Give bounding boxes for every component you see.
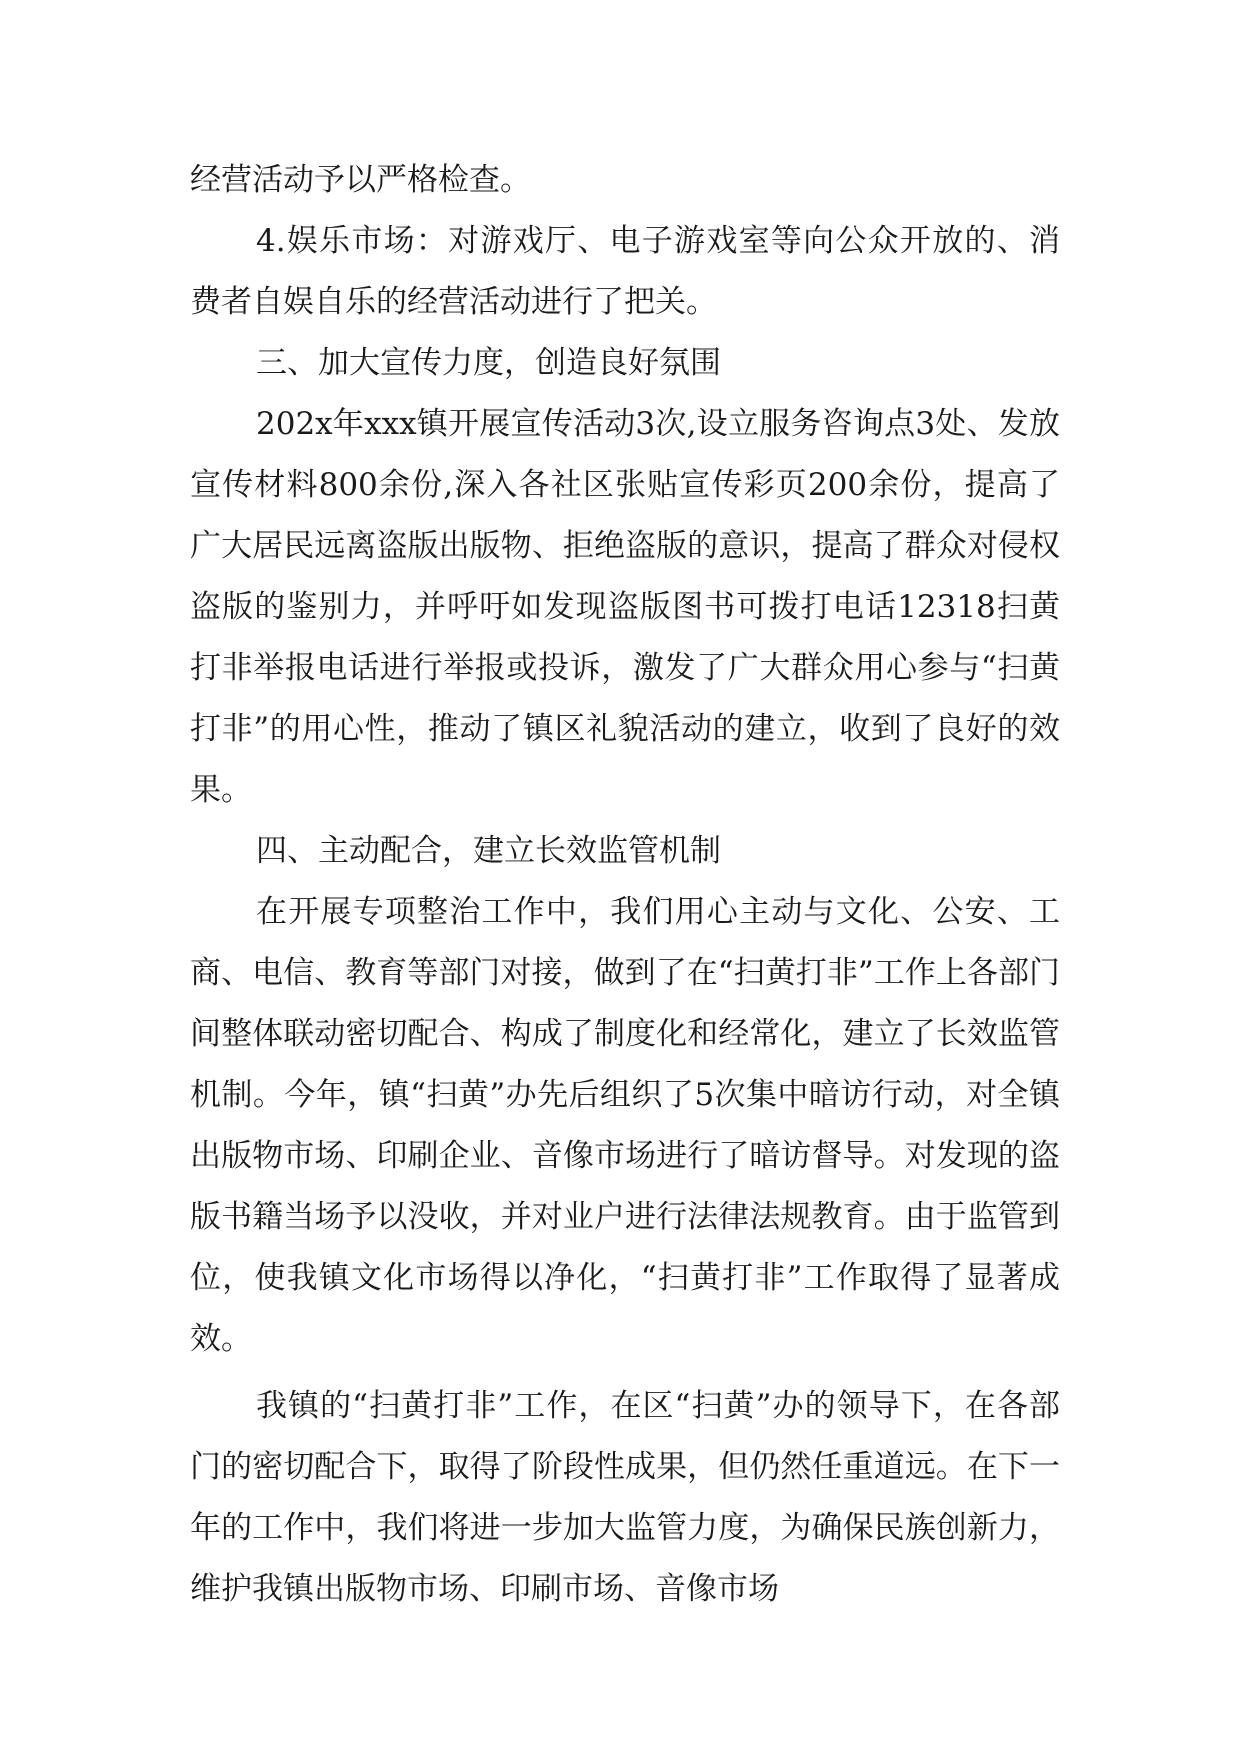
section-heading-three: 三、加大宣传力度，创造良好氛围 (256, 345, 721, 381)
paragraph-entertainment-market: 4.娱乐市场：对游戏厅、电子游戏室等向公众开放的、消费者自娱自乐的经营活动进行了把关。 (190, 223, 1060, 320)
paragraph-summary: 我镇的“扫黄打非”工作，在区“扫黄”办的领导下，在各部门的密切配合下，取得了阶段性成果，但仍然任重道远。在下一年的工作中，我们将进一步加大监管力度，为确保民族创新力，维护我镇出版物市场、印刷市场、音像市场 (190, 1388, 1060, 1607)
paragraph-publicity: 202x年xxx镇开展宣传活动3次,设立服务咨询点3处、发放宣传材料800余份,深入各社区张贴宣传彩页200余份，提高了广大居民远离盗版出版物、拒绝盗版的意识，提高了群众对侵权盗版的鉴别力，并呼吁如发现盗版图书可拨打电话12318扫黄打非举报电话进行举报或投诉，激发了广大群众用心参与“扫黄打非”的用心性，推动了镇区礼貌活动的建立，收到了良好的效果。 (190, 406, 1060, 808)
paragraph-continuation: 经营活动予以严格检查。 (190, 162, 531, 198)
document-body (190, 150, 1060, 1620)
section-heading-four: 四、主动配合，建立长效监管机制 (256, 833, 721, 869)
paragraph-cooperation: 在开展专项整治工作中，我们用心主动与文化、公安、工商、电信、教育等部门对接，做到了在“扫黄打非”工作上各部门间整体联动密切配合、构成了制度化和经常化，建立了长效监管机制。今年，镇“扫黄”办先后组织了5次集中暗访行动，对全镇出版物市场、印刷企业、音像市场进行了暗访督导。对发现的盗版书籍当场予以没收，并对业户进行法律法规教育。由于监管到位，使我镇文化市场得以净化，“扫黄打非”工作取得了显著成效。 (190, 894, 1060, 1357)
